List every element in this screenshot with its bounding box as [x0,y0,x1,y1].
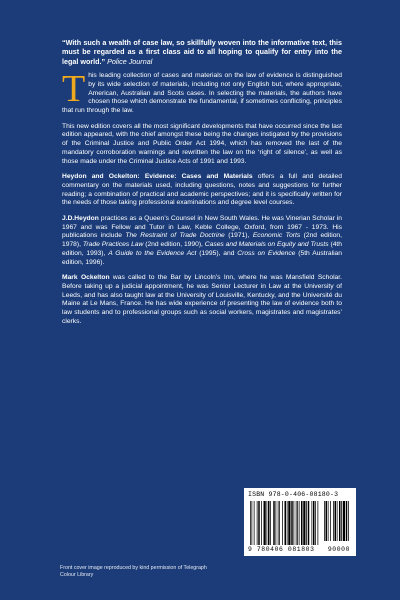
barcode-bar [315,501,316,545]
barcode-bar [291,501,293,545]
heydon-bio-text: practices as a Queen’s Counsel in New South Wales. He was Vinerian Scholar in 1967 and was Fellow and Tutor in Law, Keble College, Oxford, from 1967 - 1973. His publications include [62,215,342,240]
review-quote [62,38,342,66]
barcode-bar [326,501,328,541]
barcode-bar [333,501,334,541]
heydon-bio-text: (1971), [224,232,253,240]
barcode-digits [248,546,350,553]
barcode-bar [324,501,325,541]
barcode-bars [250,501,320,545]
barcode-bar [273,501,275,545]
ockelton-bio-text: was called to the Bar by Lincoln’s Inn, where he was Mansfield Scholar. Before taking up a judicial appointment, he was Senior Lecturer in Law at the University of Leeds, and has also taught law at the University of Louisville, Kentucky, and the Université du Maine at Le Mans, France. He has wide experience of presenting the law of evidence both to law students and to professional groups such as social workers, magistrates and magistrates’ clerks. [62,274,342,325]
barcode-bar [343,501,345,541]
barcode-bar [296,501,297,545]
barcode-bar [282,501,283,545]
barcode-bar [299,501,300,545]
barcode-bar [348,501,349,541]
barcode-bar [276,501,277,545]
barcode-number: 9 780406 081803 [248,546,315,553]
publication-title: Cross on Evidence [237,249,296,257]
barcode-bar [312,501,313,545]
book-description: offers a full and detailed commentary on the materials used, including questions, notes and suggestions for further reading; a combination of practical and academic perspectives; and it is specifically written for the needs of those taking professional examinations and degree level courses. [62,173,342,207]
barcode-bar [252,501,253,545]
barcode-bar [306,501,307,545]
barcode-bar [318,501,319,545]
cover-credit: Front cover image reproduced by kind permission of Telegraph Colour Library [60,565,207,578]
new-edition-paragraph: This new edition covers all the most significant developments that have occurred since the last edition appeared, with the chief amongst these being the changes instigated by the provisions of the Criminal Justice and Public Order Act 1994, which has removed the last of the mandatory corroboration warnings and rewritten the law on the ‘right of silence’, as well as those made under the Criminal Justice Acts of 1991 and 1993. [62,122,342,165]
intro-text: his leading collection of cases and materials on the law of evidence is distinguished by its wide selection of materials, including not only English but, where appropriate, American, Australian and Scots cases. In selecting the materials, the authors have chosen those which demonstrate the fundamental, if sometimes conflicting, principles that run through the law. [62,72,342,115]
barcode-bar [261,501,262,545]
heydon-bio-text: (2nd edition, 1990), [143,241,205,249]
publication-title: The Restraint of Trade Doctrine [125,232,225,240]
barcode-bar [264,501,266,545]
barcode-bar [267,501,268,545]
quote-text: “With such a wealth of case law, so skillfully woven into the informative text, this must be regarded as a first class aid to all hoping to qualify for entry into the legal world.” [62,38,342,66]
barcode-addon: 90000 [327,546,351,553]
barcode-bar [330,501,331,541]
barcode-bar [303,501,305,545]
publication-title: Economic Torts [252,232,301,240]
barcode-bar [341,501,342,541]
ockelton-name: Mark Ockelton [62,274,110,282]
barcode-bar [285,501,287,545]
barcode-addon-bars [324,501,350,545]
barcode-bar [258,501,260,545]
publication-title: Cases and Materials on Equity and Trusts [204,241,329,249]
ockelton-bio [62,274,342,326]
heydon-bio-text: (2nd edition, 1978), [62,232,343,249]
barcode-bar [313,501,315,545]
barcode-bar [346,501,348,541]
barcode-bar [288,501,290,545]
barcode-bar [328,501,329,541]
heydon-bio-text: (1995), and [196,249,238,257]
quote-source: Police Journal [107,56,153,66]
barcode-bar [297,501,298,545]
barcode-bar [308,501,310,545]
barcode-bar [257,501,258,545]
intro-paragraph [62,68,342,116]
heydon-bio [62,215,342,267]
barcode-bar [254,501,255,545]
barcode-bar [339,501,341,541]
back-cover-text [62,38,342,334]
barcode-bar [294,501,295,545]
barcode-bar [278,501,279,545]
publication-title: Trade Practices Law [82,241,144,249]
barcode-bar [301,501,303,545]
isbn-label: ISBN 978-0-406-08180-3 [248,491,339,498]
book-paragraph [62,173,342,208]
heydon-bio-text: (4th edition, 1993), [62,241,342,257]
barcode-bar [268,501,270,545]
barcode-bar [270,501,271,545]
isbn-barcode [244,488,356,556]
barcode-bar [287,501,288,545]
heydon-bio-text: (5th Australian edition, 1996). [62,249,342,266]
book-title: Heydon and Ockelton: Evidence: Cases and Materials [62,173,253,181]
heydon-name: J.D.Heydon [62,215,99,223]
barcode-bar [250,501,251,545]
barcode-bar [279,501,280,545]
barcode-bar [337,501,338,541]
barcode-bar [335,501,337,541]
drop-cap: T [62,68,86,111]
publication-title: A Guide to the Evidence Act [108,249,197,257]
